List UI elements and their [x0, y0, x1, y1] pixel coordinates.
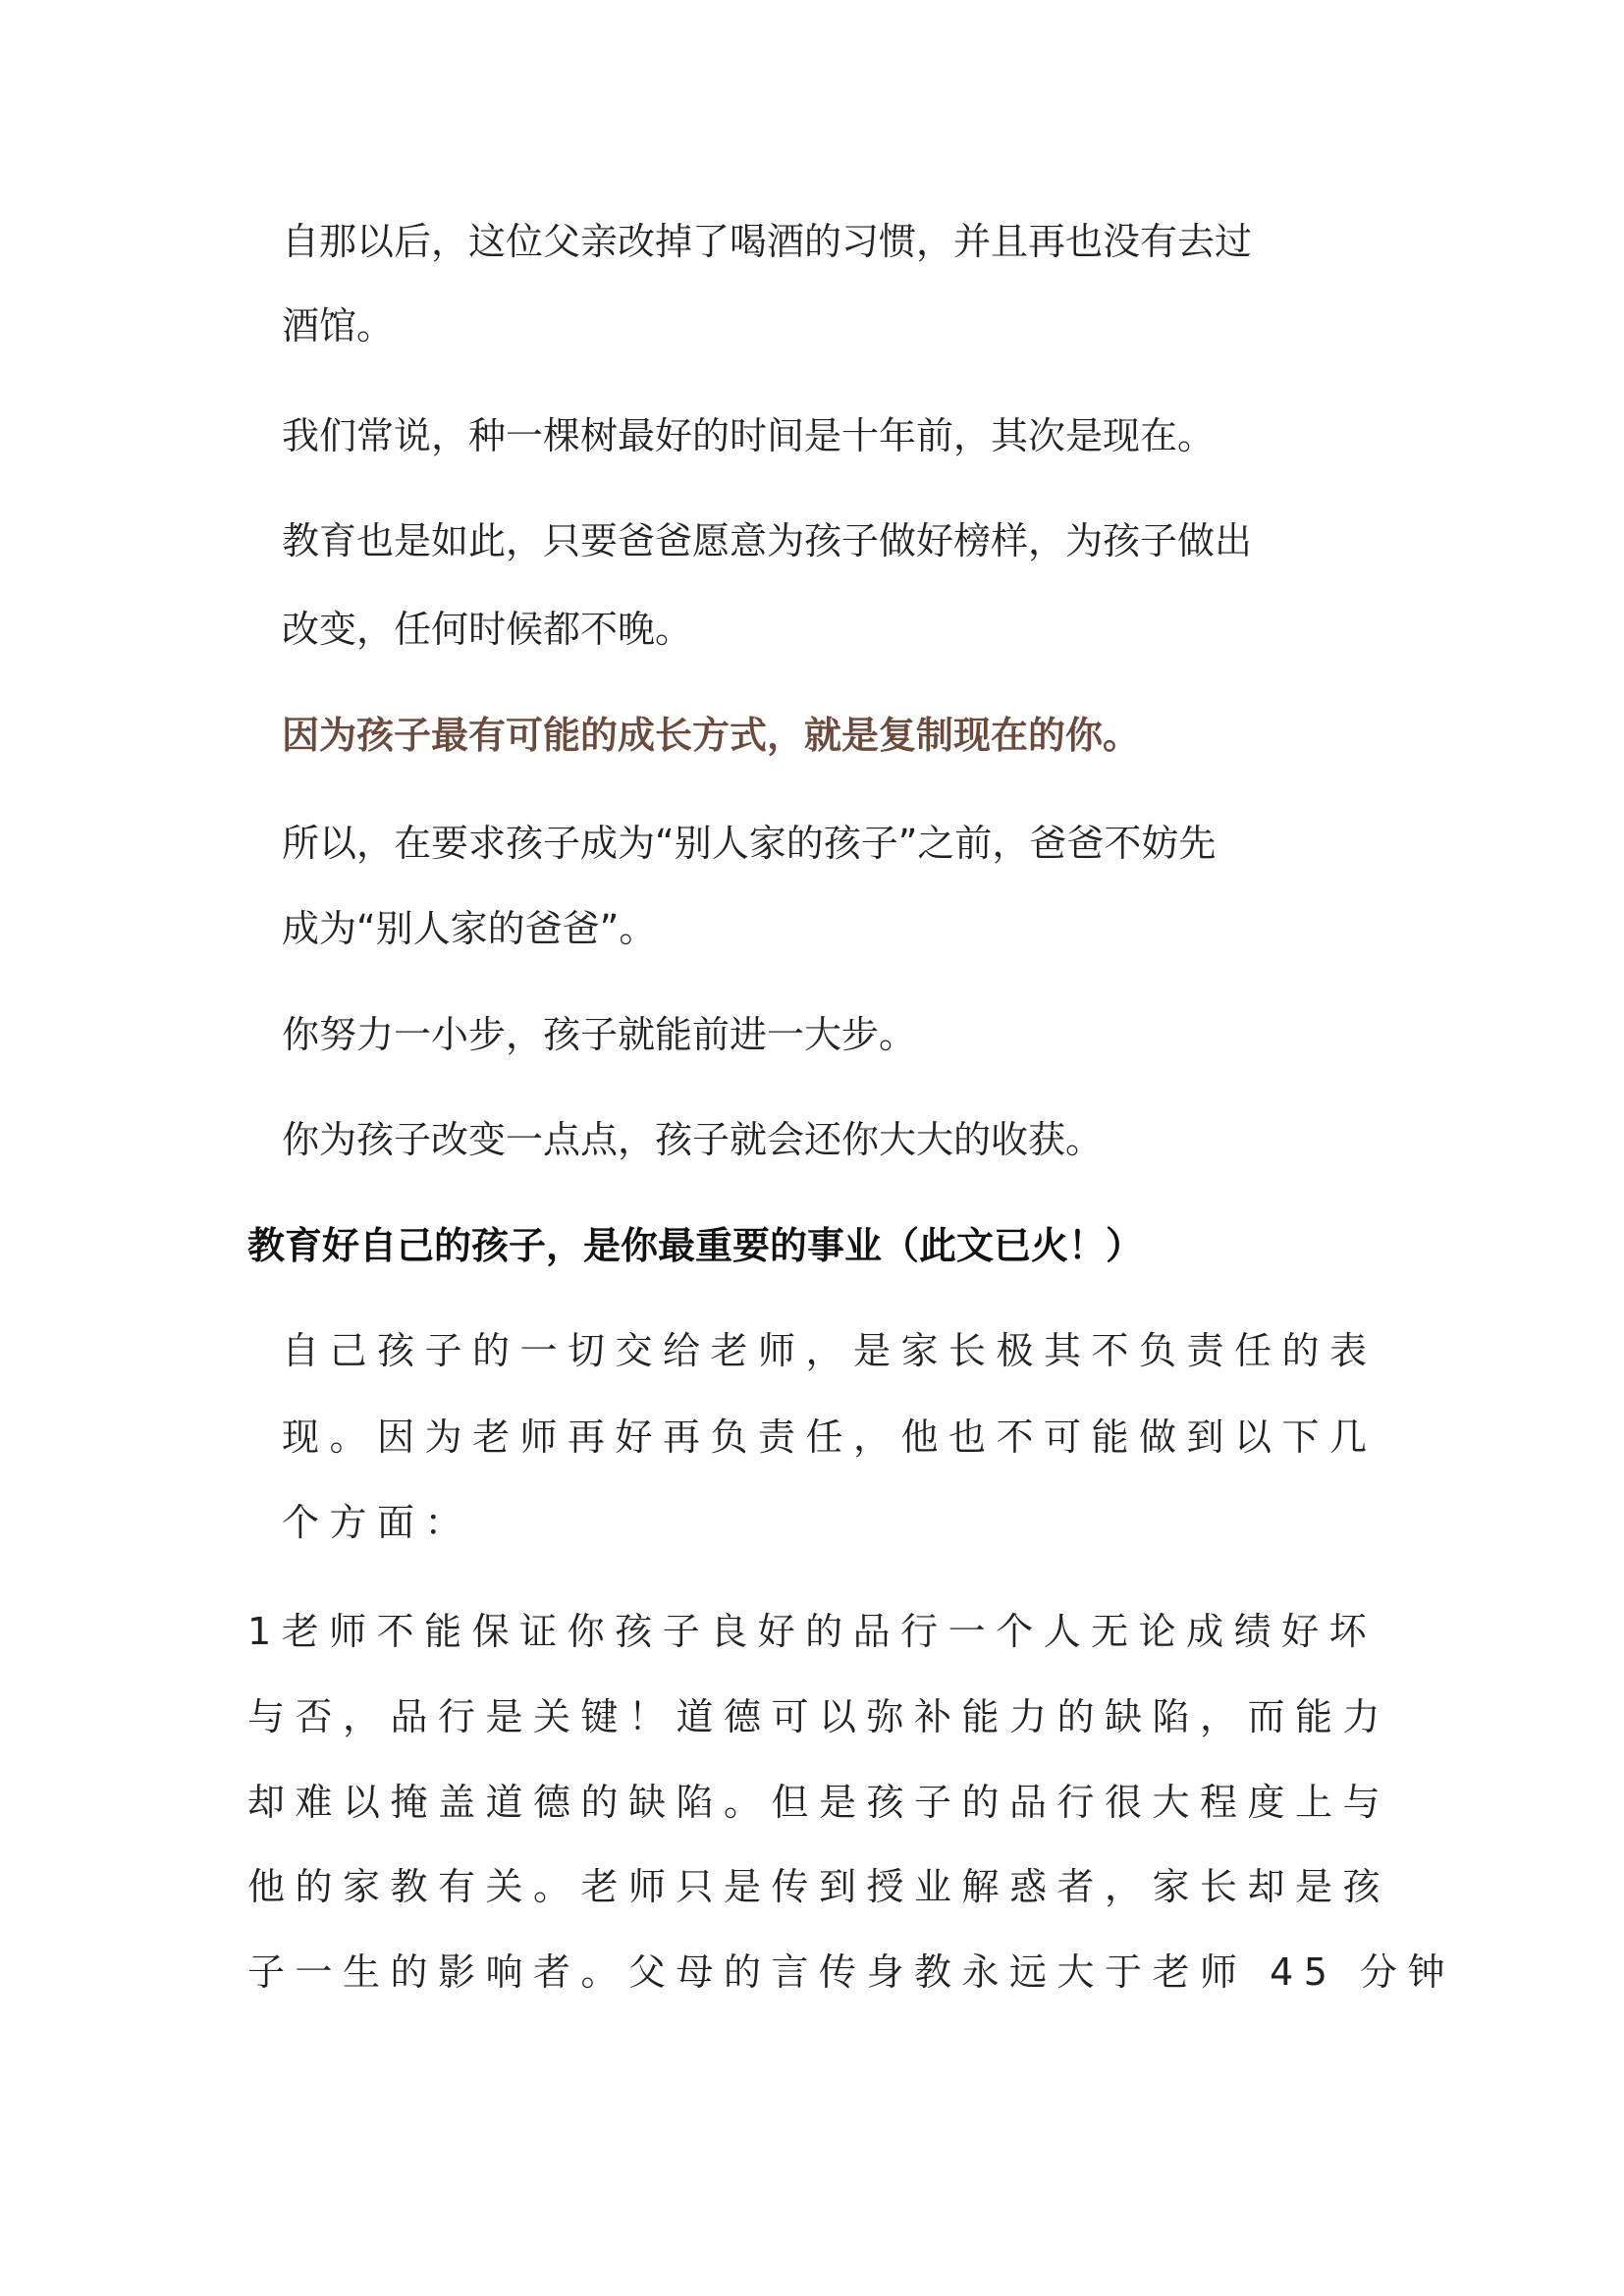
paragraph-line: 自那以后，这位父亲改掉了喝酒的习惯，并且再也没有去过 — [282, 220, 1253, 263]
paragraph-line: 个方面： — [282, 1501, 473, 1544]
paragraph-line: 现。因为老师再好再负责任，他也不可能做到以下几 — [282, 1415, 1378, 1459]
list-item-line: 子一生的影响者。父母的言传身教永远大于老师 45 分钟 — [247, 1950, 1456, 1994]
paragraph-line: 自己孩子的一切交给老师，是家长极其不负责任的表 — [282, 1329, 1378, 1372]
paragraph-line: 我们常说，种一棵树最好的时间是十年前，其次是现在。 — [282, 414, 1216, 457]
list-item-line: 他的家教有关。老师只是传到授业解惑者，家长却是孩 — [247, 1865, 1391, 1908]
paragraph-line: 改变，任何时候都不晚。 — [282, 608, 693, 651]
paragraph-line: 你努力一小步，孩子就能前进一大步。 — [282, 1013, 917, 1056]
paragraph-line: 教育也是如此，只要爸爸愿意为孩子做好榜样，为孩子做出 — [282, 519, 1253, 562]
list-item-line: 1老师不能保证你孩子良好的品行一个人无论成绩好坏 — [247, 1610, 1378, 1653]
highlighted-quote: 因为孩子最有可能的成长方式，就是复制现在的你。 — [282, 714, 1141, 757]
list-item-line: 与否，品行是关键！道德可以弥补能力的缺陷，而能力 — [247, 1695, 1391, 1738]
section-heading: 教育好自己的孩子，是你最重要的事业（此文已火！） — [247, 1224, 1144, 1267]
paragraph-line: 成为“别人家的爸爸”。 — [282, 907, 657, 950]
list-item-line: 却难以掩盖道德的缺陷。但是孩子的品行很大程度上与 — [247, 1781, 1391, 1824]
paragraph-line: 所以，在要求孩子成为“别人家的孩子”之前，爸爸不妨先 — [282, 822, 1217, 865]
paragraph-line: 你为孩子改变一点点，孩子就会还你大大的收获。 — [282, 1118, 1104, 1161]
paragraph-line: 酒馆。 — [282, 304, 395, 347]
